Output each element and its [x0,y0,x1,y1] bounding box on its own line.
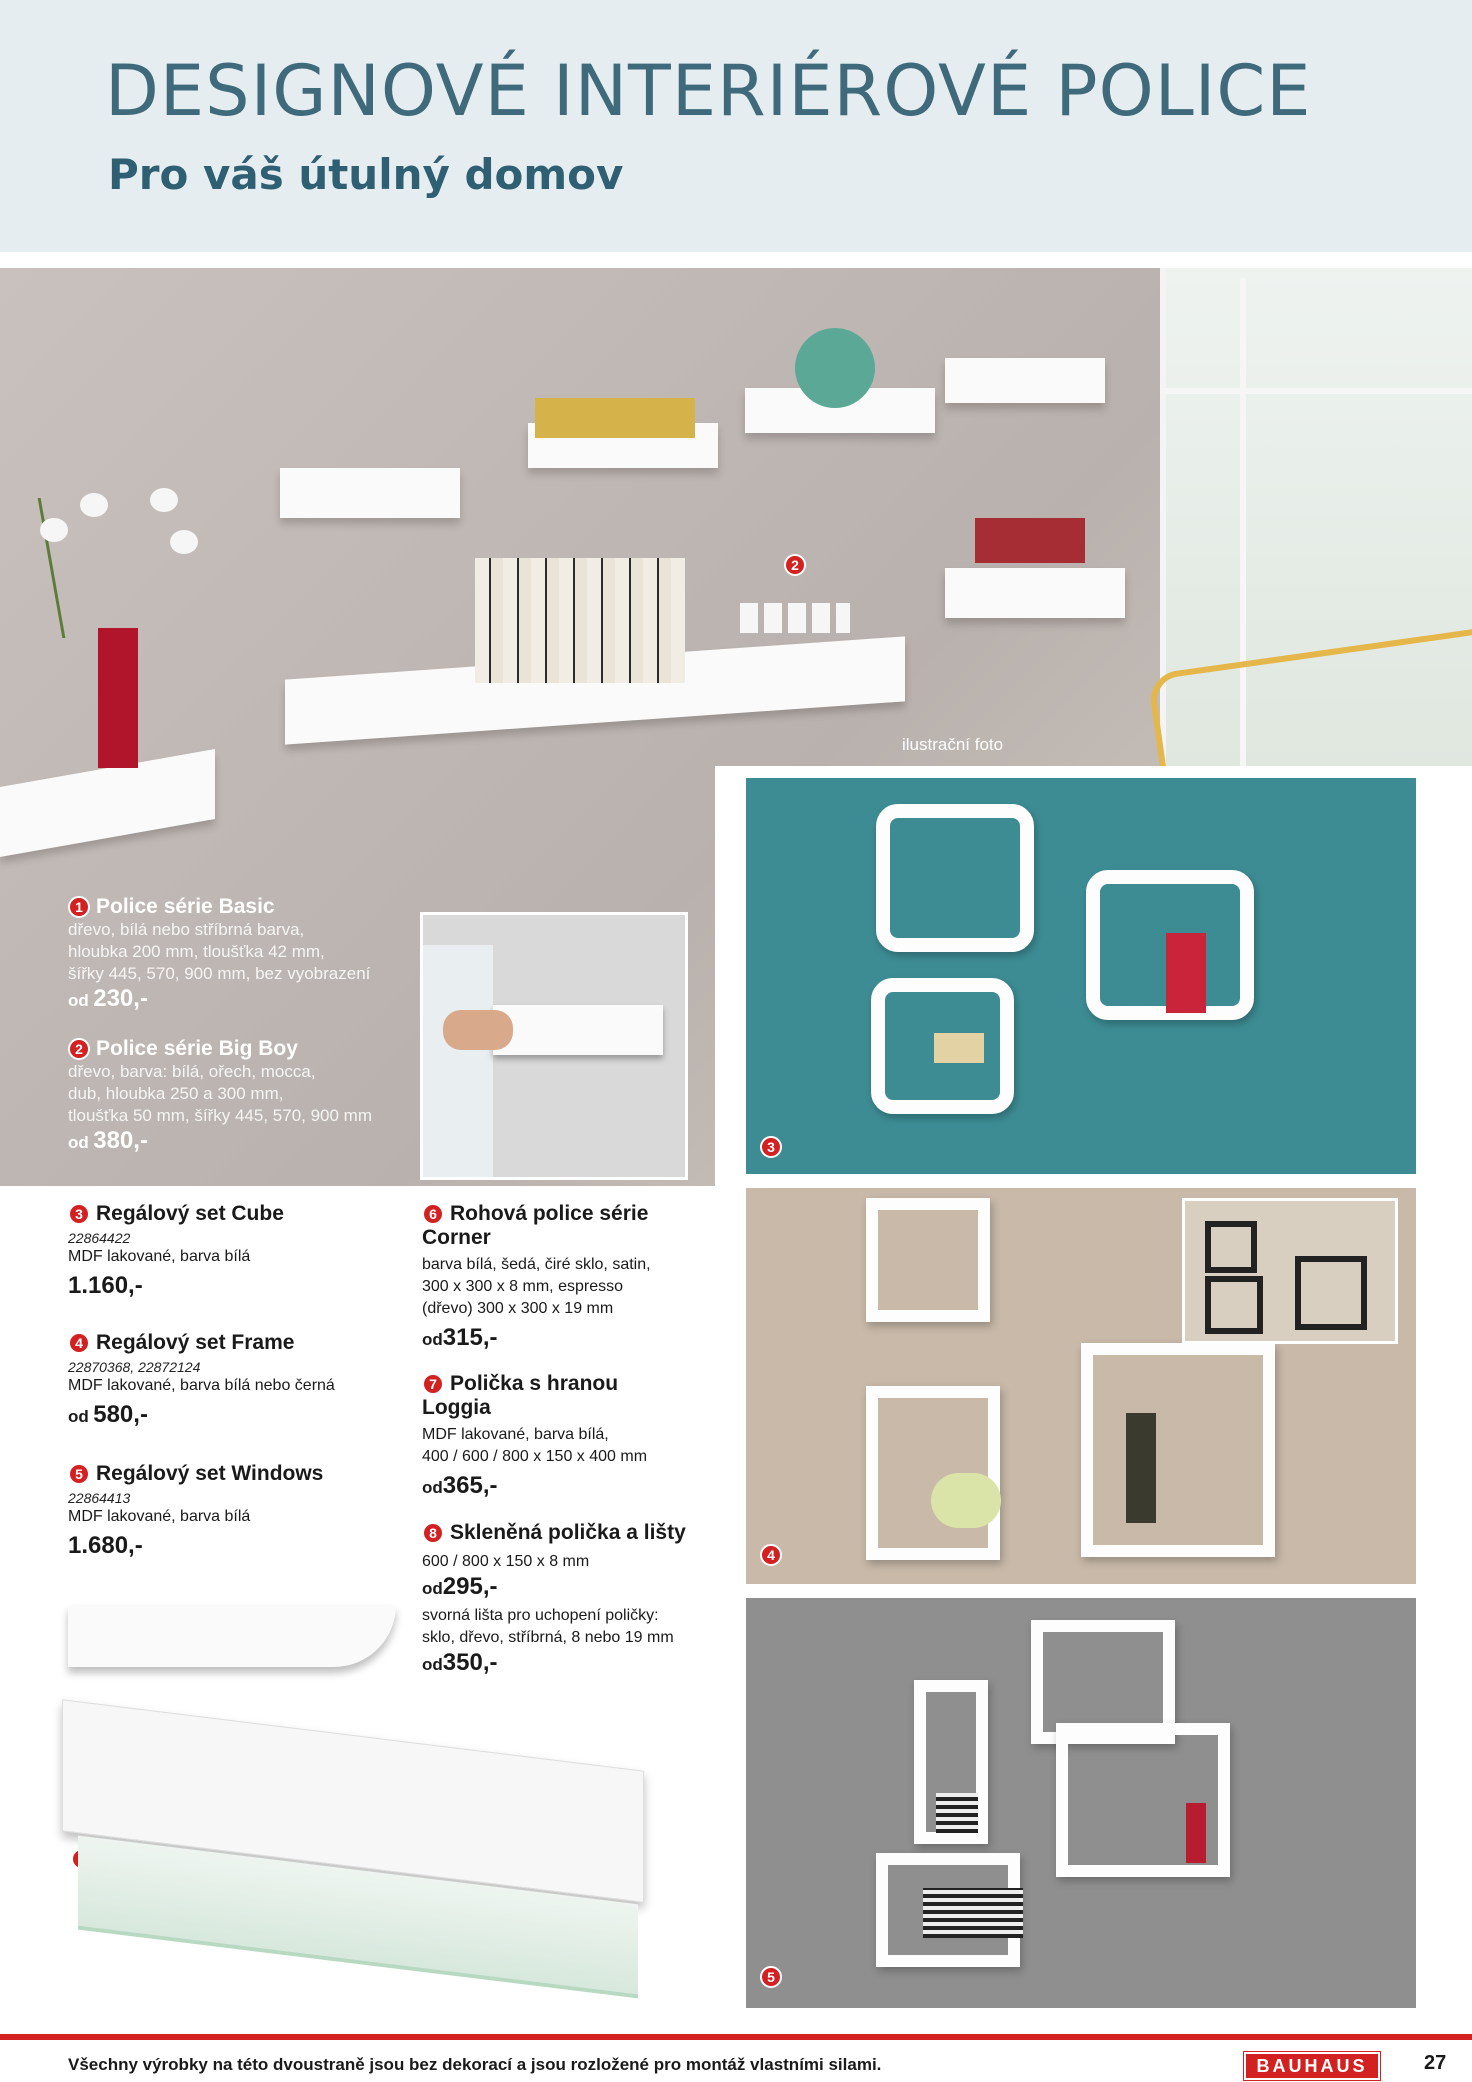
photo-cube [746,778,1416,1174]
green-vase [795,328,875,408]
price-prefix: od [422,1579,443,1598]
page-title: DESIGNOVÉ INTERIÉROVÉ POLICE [105,50,1312,132]
product-desc: MDF lakované, barva bílá [68,1248,251,1265]
page-subtitle: Pro váš útulný domov [108,150,624,199]
books [535,398,695,438]
badge-2: 2 [784,554,806,576]
cube-shelf [876,804,1034,952]
price-prefix: od [68,1407,89,1426]
page-number: 27 [1424,2052,1447,2074]
product-price: 350,- [442,1649,498,1676]
badge-5: 5 [68,1463,90,1485]
product-desc: MDF lakované, barva bílá, [422,1426,609,1443]
photo-frame [746,1188,1416,1584]
product-desc: sklo, dřevo, stříbrná, 8 nebo 19 mm [422,1629,674,1646]
brand-logo: BAUHAUS [1244,2052,1380,2080]
product-code: 22870368, 22872124 [68,1359,201,1375]
product-desc: svorná lišta pro uchopení poličky: [422,1607,659,1624]
product-price: 380,- [93,1127,148,1154]
product-price: 295,- [442,1573,498,1600]
candles [740,603,850,633]
inset-photo [420,912,688,1180]
product-title: Police série Basic [96,895,275,918]
footer-note: Všechny výrobky na této dvoustraně jsou bez dekorací a jsou rozložené pro montáž vlastními silami. [68,2055,882,2074]
product-price: 315,- [442,1324,498,1351]
books [975,518,1085,563]
frame-shelf [1081,1343,1275,1557]
product-title: Regálový set Windows [96,1462,324,1485]
product-code: 22864422 [68,1230,131,1246]
product-price: 580,- [93,1401,148,1428]
product-price: 1.680,- [68,1532,143,1559]
product-desc: barva bílá, šedá, čiré sklo, satin, [422,1256,651,1273]
product-desc: šířky 445, 570, 900 mm, bez vyobrazení [68,964,371,983]
product-windows [68,1462,408,1560]
product-desc: 600 / 800 x 150 x 8 mm [422,1553,590,1570]
product-code: 22864413 [68,1490,131,1506]
price-prefix: od [422,1655,443,1674]
corner-shelf-image [68,1605,396,1675]
frame-inset-black [1182,1198,1398,1344]
product-desc: hloubka 200 mm, tloušťka 42 mm, [68,942,325,961]
badge-8: 8 [422,1522,444,1544]
product-loggia [422,1372,722,1500]
frame-shelf [866,1198,990,1322]
product-title: Police série Big Boy [96,1037,298,1060]
price-prefix: od [68,991,89,1010]
badge-3: 3 [68,1203,90,1225]
badge-4: 4 [760,1544,782,1566]
product-title: Loggia [422,1396,491,1419]
badge-4: 4 [68,1332,90,1354]
product-title: Polička s hranou [450,1372,619,1395]
product-price: 1.160,- [68,1272,143,1299]
product-cube [68,1202,398,1300]
product-price: 365,- [442,1472,498,1499]
product-desc: MDF lakované, barva bílá nebo černá [68,1377,335,1394]
product-corner [422,1202,722,1352]
product-glass [422,1521,722,1677]
product-desc: 400 / 600 / 800 x 150 x 400 mm [422,1448,648,1465]
shelf [280,468,460,518]
product-desc: tloušťka 50 mm, šířky 445, 570, 900 mm [68,1106,372,1125]
product-title: Regálový set Frame [96,1331,295,1354]
product-desc: dřevo, bílá nebo stříbrná barva, [68,920,305,939]
product-desc: MDF lakované, barva bílá [68,1508,251,1525]
price-prefix: od [68,1133,89,1152]
red-vase [98,628,138,768]
product-title: Skleněná polička a lišty [450,1521,686,1544]
product-big-boy [68,1037,408,1155]
product-frame [68,1331,408,1429]
badge-3: 3 [760,1136,782,1158]
product-title: Corner [422,1226,491,1249]
price-prefix: od [422,1478,443,1497]
badge-1: 1 [68,896,90,918]
product-desc: (dřevo) 300 x 300 x 19 mm [422,1300,614,1317]
product-title: Regálový set Cube [96,1202,284,1225]
shelf [945,358,1105,403]
price-prefix: od [422,1330,443,1349]
product-basic [68,895,408,1013]
photo-windows [746,1598,1416,2008]
badge-5: 5 [760,1966,782,1988]
product-title: Rohová police série [450,1202,649,1225]
product-desc: dub, hloubka 250 a 300 mm, [68,1084,284,1103]
badge-7: 7 [422,1373,444,1395]
badge-6: 6 [422,1203,444,1225]
badge-2: 2 [68,1038,90,1060]
product-desc: 300 x 300 x 8 mm, espresso [422,1278,623,1295]
books [475,558,685,683]
product-desc: dřevo, barva: bílá, ořech, mocca, [68,1062,316,1081]
shelf [945,568,1125,618]
product-price: 230,- [93,985,148,1012]
photo-caption: ilustrační foto [902,735,1004,754]
footer-divider [0,2034,1472,2040]
